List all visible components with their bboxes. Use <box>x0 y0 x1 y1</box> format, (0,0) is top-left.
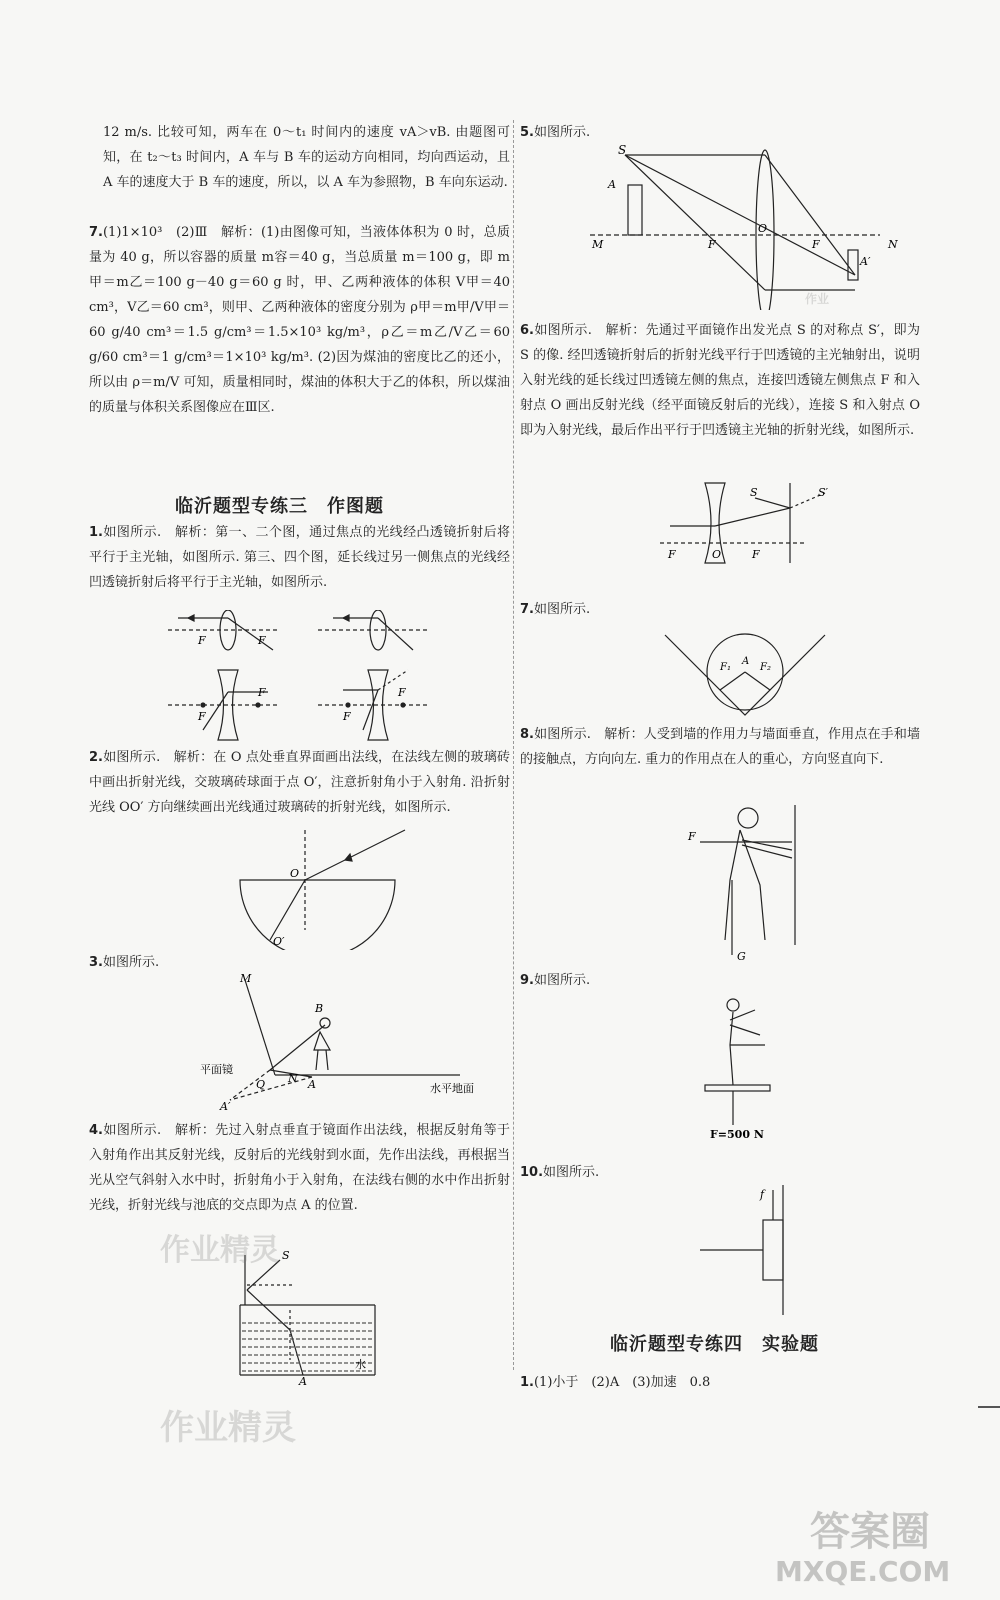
label-F: F <box>668 548 676 561</box>
question-number: 4. <box>89 1123 103 1138</box>
answer-text: 如图所示. 解析：第一、二个图，通过焦点的光线经凸透镜折射后将平行于主光轴，如图所示. 第三、四个图，延长线过另一侧焦点的光线经凹透镜折射后将平行于主光轴，如图所示. <box>89 525 510 590</box>
label-Q: Q <box>256 1078 266 1091</box>
label-M: M <box>592 238 604 251</box>
answer-text: 如图所示. 解析：先通过平面镜作出发光点 S 的对称点 S′，即为 S 的像. 经凹透镜折射后的折射光线平行于凹透镜的主光轴射出，说明入射光线的延长线过凹透镜左侧的焦点，连接凹透镜左侧焦点 F 和入射点 O 画出反射光线（经平面镜反射后的光线），连接 S 和入射点 O 即为入射光线，最后作出平行于凹透镜主光轴的折射光线，如图所示. <box>520 323 920 438</box>
question-number: 10. <box>520 1165 544 1180</box>
label-ground: 水平地面 <box>430 1082 474 1095</box>
answer-1 <box>89 520 510 595</box>
question-number: 8. <box>520 727 534 742</box>
answer-2 <box>89 745 510 820</box>
label-O-prime: O′ <box>273 935 285 948</box>
answer-text: 如图所示. <box>543 1165 600 1180</box>
label-F2: F₂ <box>760 662 771 673</box>
label-A: A <box>742 656 750 667</box>
person-pushing-wall-figure <box>680 800 810 965</box>
label-F: F <box>198 634 206 647</box>
watermark: 作业精灵 <box>160 1233 280 1268</box>
ball-in-groove-figure <box>660 620 835 720</box>
question-number: 5. <box>520 125 534 140</box>
convex-lens-figure <box>580 140 910 310</box>
answer-text: 如图所示. <box>533 125 591 140</box>
answer-text: 如图所示. 解析：人受到墙的作用力与墙面垂直，作用点在手和墙的接触点，方向向左. 重力的作用点在人的重心，方向竖直向下. <box>520 727 920 767</box>
label-F1: F₁ <box>720 662 731 673</box>
watermark-site: MXQE.COM <box>775 1555 951 1588</box>
label-N: N <box>288 1072 298 1085</box>
label-f: f <box>760 1188 765 1201</box>
answer-text: 如图所示. <box>102 955 160 970</box>
label-A-prime: A′ <box>860 255 871 268</box>
label-F: F <box>752 548 760 561</box>
label-O: O <box>758 222 768 235</box>
answer-4 <box>89 1118 510 1218</box>
label-S: S <box>618 143 627 157</box>
page-edge-mark <box>978 1406 1000 1408</box>
label-S: S <box>282 1249 290 1262</box>
question-number: 1. <box>89 525 103 540</box>
label-F: F <box>688 830 696 843</box>
label-O: O <box>290 867 300 880</box>
dancer-figure <box>695 990 805 1140</box>
watermark: 作业精灵 <box>160 1408 296 1448</box>
label-O: O <box>712 548 722 561</box>
label-water: 水 <box>355 1358 366 1371</box>
section-title-3: 临沂题型专练三 作图题 <box>175 496 384 517</box>
block-on-wall-figure <box>695 1180 805 1320</box>
label-force: F=500 N <box>710 1128 764 1140</box>
label-G: G <box>737 950 746 963</box>
column-divider <box>513 120 514 1370</box>
label-B: B <box>315 1002 324 1015</box>
answer-text: 如图所示. 解析：在 O 点处垂直界面画出法线，在法线左侧的玻璃砖中画出折射光线，交玻璃砖球面于点 O′，注意折射角小于入射角. 沿折射光线 OO′ 方向继续画出光线通过玻璃砖的折射光线，如图所示. <box>89 750 510 815</box>
label-S-prime: S′ <box>818 486 829 499</box>
label-F: F <box>812 238 820 251</box>
question-number: 6. <box>520 323 534 338</box>
experiment-answer-1 <box>520 1370 920 1395</box>
label-A-prime: A′ <box>220 1100 231 1113</box>
answer-6 <box>520 318 920 443</box>
question-number: 3. <box>89 955 103 970</box>
label-F: F <box>198 710 206 723</box>
question-number: 1. <box>520 1375 534 1390</box>
label-A: A <box>308 1078 316 1091</box>
answer-8 <box>520 722 920 772</box>
label-F: F <box>258 686 266 699</box>
label-S: S <box>750 486 758 499</box>
answer-7-draw <box>520 597 920 622</box>
label-A: A <box>299 1375 307 1385</box>
label-F: F <box>708 238 716 251</box>
label-plane-mirror: 平面镜 <box>200 1063 233 1076</box>
label-F: F <box>258 634 266 647</box>
answer-text: 如图所示. 解析：先过入射点垂直于镜面作出法线，根据反射角等于入射角作出其反射光线，反射后的光线射到水面，先作出法线，再根据当光从空气斜射入水中时，折射角小于入射角，在法线右侧的水中作出折射光线，折射光线与池底的交点即为点 A 的位置. <box>89 1123 510 1213</box>
answer-text: 如图所示. <box>533 973 591 988</box>
concave-lens-mirror-figure <box>650 478 870 568</box>
label-N: N <box>888 238 898 251</box>
question-number: 2. <box>89 750 103 765</box>
answer-7 <box>89 220 510 420</box>
question-number: 7. <box>520 602 534 617</box>
label-A: A <box>608 178 616 191</box>
section-title-4: 临沂题型专练四 实验题 <box>610 1334 819 1355</box>
lens-figures <box>163 610 443 745</box>
answer-6-continuation: 12 m/s. 比较可知，两车在 0～t₁ 时间内的速度 vA＞vB. 由题图可知，在 t₂～t₃ 时间内，A 车与 B 车的运动方向相同，均向西运动，且 A 车的速度大于 B 车的速度，所以，以 A 车为参照物，B 车向东运动. <box>103 125 510 190</box>
label-F: F <box>398 686 406 699</box>
watermark-brand: 答案圈 <box>810 1509 930 1555</box>
plane-mirror-figure <box>200 970 510 1130</box>
question-number: 7. <box>89 225 103 240</box>
label-M: M <box>240 972 252 985</box>
question-number: 9. <box>520 973 534 988</box>
label-F: F <box>343 710 351 723</box>
answer-text: (1)1×10³ (2)Ⅲ 解析：(1)由图像可知，当液体体积为 0 时，总质量为 40 g，所以容器的质量 m容＝40 g，当总质量 m＝100 g，即 m甲＝m乙＝100 g－40 g＝60 g 时，甲、乙两种液体的体积 V甲＝40 cm³，V乙＝60 cm³，则甲、乙两种液体的密度分别为 ρ甲＝m甲/V甲＝60 g/40 cm³＝1.5 g/cm³＝1.5×10³ kg/m³，ρ乙＝m乙/V乙＝60 g/60 cm³＝1 g/cm³＝1×10³ kg/m³. (2)因为煤油的密度比乙的还小，所以由 ρ＝m/V 可知，质量相同时，煤油的体积大于乙的体积，所以煤油的质量与体积关系图像应在Ⅲ区. <box>89 225 510 415</box>
answer-text: 如图所示. <box>533 602 591 617</box>
answer-text: (1)小于 (2)A (3)加速 0.8 <box>533 1375 711 1390</box>
glass-brick-figure <box>235 825 435 950</box>
watermark-stamp: 作业 <box>805 292 830 306</box>
